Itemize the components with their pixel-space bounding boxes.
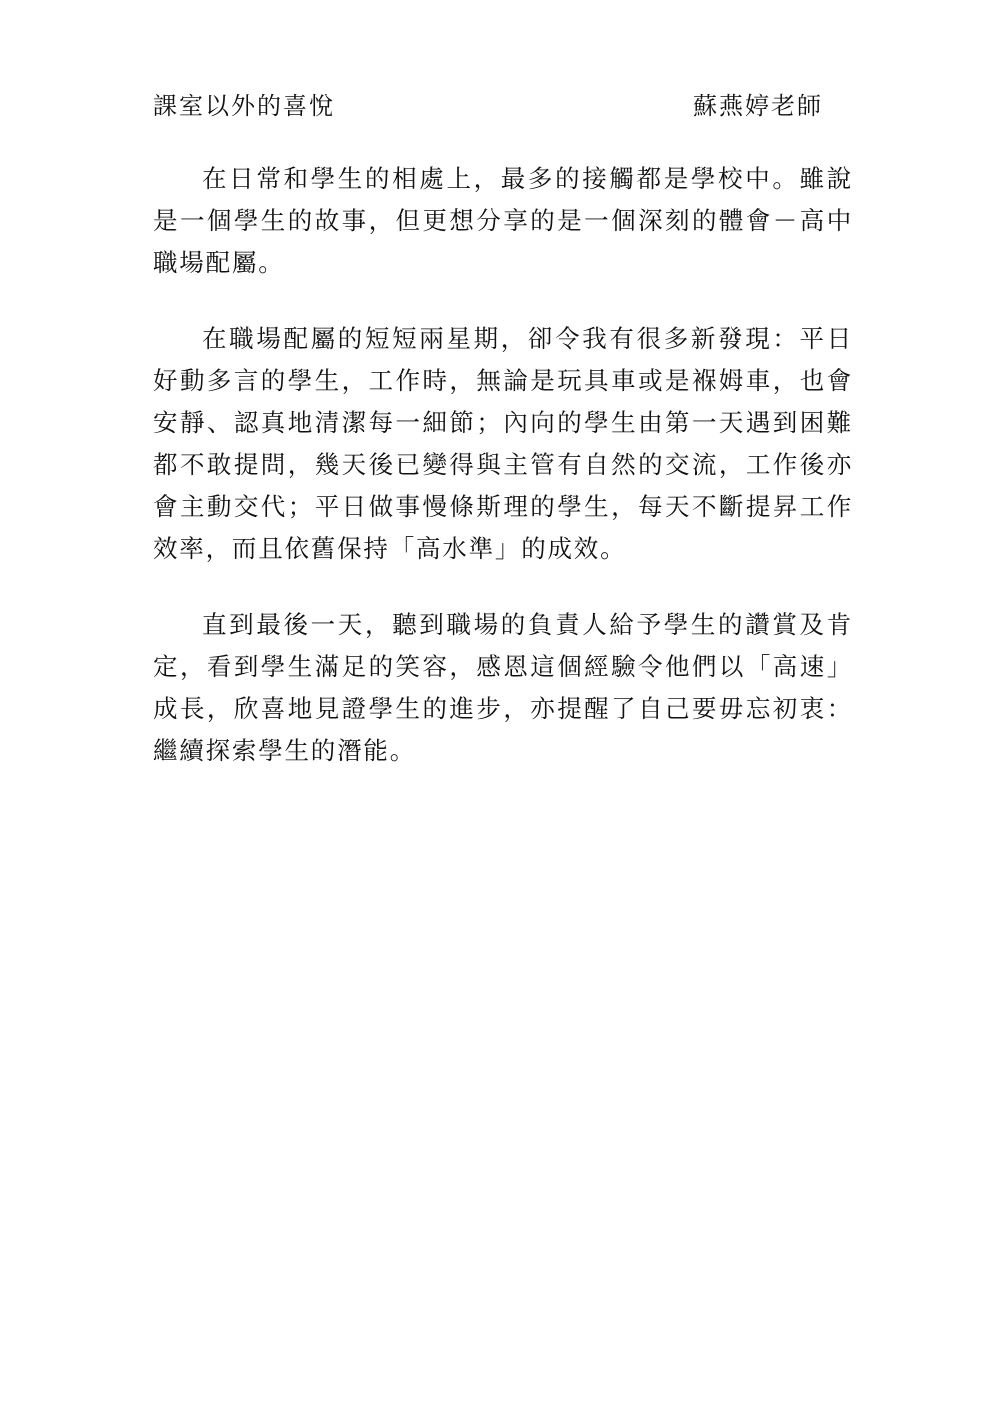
document-header bbox=[153, 86, 823, 126]
document-title: 課室以外的喜悅 bbox=[153, 92, 335, 120]
document-body bbox=[153, 158, 853, 806]
paragraph-1: 在日常和學生的相處上，最多的接觸都是學校中。雖說是一個學生的故事，但更想分享的是一個深刻的體會－高中職場配屬。 bbox=[153, 164, 853, 277]
paragraph-2: 在職場配屬的短短兩星期，卻令我有很多新發現：平日好動多言的學生，工作時，無論是玩具車或是褓姆車，也會安靜、認真地清潔每一細節；內向的學生由第一天遇到困難都不敢提問，幾天後已變得與主管有自然的交流，工作後亦會主動交代；平日做事慢條斯理的學生，每天不斷提昇工作效率，而且依舊保持「高水準」的成效。 bbox=[153, 324, 853, 563]
document-author: 蘇燕婷老師 bbox=[693, 92, 823, 120]
paragraph-3: 直到最後一天，聽到職場的負責人給予學生的讚賞及肯定，看到學生滿足的笑容，感恩這個經驗令他們以「高速」成長，欣喜地見證學生的進步，亦提醒了自己要毋忘初衷：繼續探索學生的潛能。 bbox=[153, 610, 853, 765]
